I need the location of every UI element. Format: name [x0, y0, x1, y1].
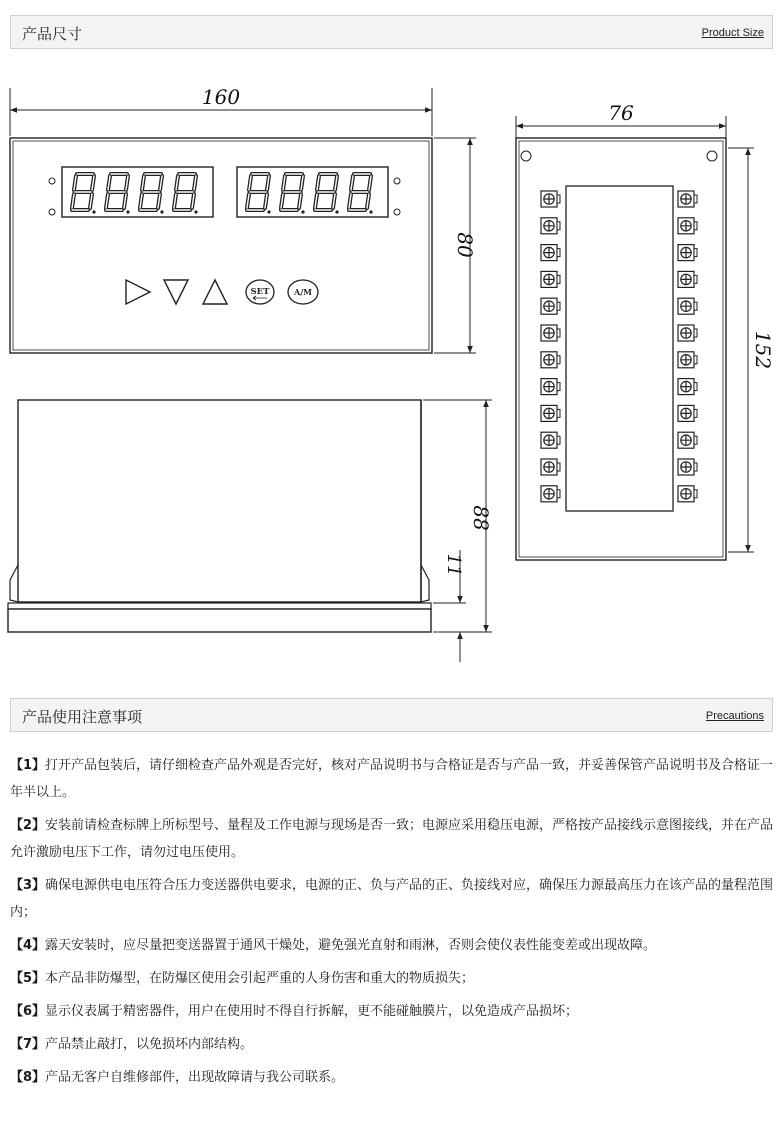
- dimension-depth-total: 88: [469, 505, 493, 531]
- item-text: 确保电源供电电压符合压力变送器供电要求，电源的正、负与产品的正、负接线对应，确保压力源最高压力在该产品的量程范围内；: [10, 878, 774, 920]
- list-item: [10, 872, 775, 926]
- item-index: 【7】: [10, 1037, 46, 1052]
- section-title: 产品使用注意事项: [22, 708, 143, 726]
- list-item: [10, 998, 775, 1025]
- section-title: 产品尺寸: [22, 25, 83, 43]
- precautions-link[interactable]: Precautions: [705, 710, 764, 722]
- front-view: [10, 85, 477, 353]
- terminal-screw: [541, 432, 560, 448]
- display-right: [237, 167, 388, 217]
- terminal-screw: [678, 325, 697, 341]
- terminal-screw: [678, 352, 697, 368]
- terminal-screw: [541, 325, 560, 341]
- am-key: [288, 280, 318, 304]
- list-item: [10, 752, 775, 806]
- terminal-screw: [541, 245, 560, 261]
- terminal-screw: [678, 459, 697, 475]
- item-text: 打开产品包装后，请仔细检查产品外观是否完好，核对产品说明书与合格证是否与产品一致，并妥善保管产品说明书及合格证一年半以上。: [10, 758, 774, 800]
- terminal-screw: [678, 405, 697, 421]
- terminal-screw: [541, 486, 560, 502]
- set-key: [246, 280, 274, 304]
- terminal-screw: [678, 191, 697, 207]
- terminal-screw: [678, 298, 697, 314]
- dimension-depth-bezel: 11: [443, 553, 464, 577]
- terminal-screw: [541, 379, 560, 395]
- side-view: [8, 400, 493, 662]
- product-size-link[interactable]: Product Size: [701, 27, 764, 39]
- rear-view: [516, 101, 775, 560]
- terminal-screw: [678, 271, 697, 287]
- dimension-rear-height: 152: [751, 330, 775, 370]
- list-item: [10, 1064, 775, 1091]
- dimension-front-width: 160: [201, 85, 241, 109]
- terminal-screw: [678, 379, 697, 395]
- set-key-label: SET: [250, 287, 270, 297]
- item-text: 显示仪表属于精密器件，用户在使用时不得自行拆解，更不能碰触膜片，以免造成产品损坏；: [45, 1004, 579, 1019]
- terminal-screw: [678, 218, 697, 234]
- item-index: 【8】: [10, 1070, 46, 1085]
- section-header-precautions: [10, 698, 773, 732]
- terminal-screw: [541, 459, 560, 475]
- precautions-list: [10, 752, 775, 1097]
- terminal-screw: [541, 191, 560, 207]
- list-item: [10, 965, 775, 992]
- dimension-rear-width: 76: [608, 101, 634, 125]
- terminal-screw: [541, 352, 560, 368]
- terminal-screw: [678, 432, 697, 448]
- dimension-front-height: 80: [453, 232, 477, 258]
- list-item: [10, 1031, 775, 1058]
- item-text: 露天安装时，应尽量把变送器置于通风干燥处，避免强光直射和雨淋，否则会使仪表性能变差或出现故障。: [45, 938, 657, 953]
- item-text: 本产品非防爆型，在防爆区使用会引起严重的人身伤害和重大的物质损失；: [45, 971, 475, 986]
- item-text: 安装前请检查标牌上所标型号、量程及工作电源与现场是否一致；电源应采用稳压电源，严格按产品接线示意图接线，并在产品允许激励电压下工作，请勿过电压使用。: [10, 818, 774, 860]
- terminal-screw: [541, 405, 560, 421]
- item-index: 【4】: [10, 938, 46, 953]
- dimension-drawing: [0, 60, 780, 680]
- am-key-label: A/M: [294, 287, 312, 297]
- item-index: 【1】: [10, 758, 46, 773]
- item-index: 【3】: [10, 878, 46, 893]
- section-header-product-size: [10, 15, 773, 49]
- item-index: 【6】: [10, 1004, 46, 1019]
- terminal-screw: [678, 486, 697, 502]
- display-left: [62, 167, 213, 217]
- list-item: [10, 812, 775, 866]
- item-text: 产品无客户自维修部件，出现故障请与我公司联系。: [45, 1070, 345, 1085]
- terminal-screw: [541, 298, 560, 314]
- terminal-screw: [678, 245, 697, 261]
- item-index: 【5】: [10, 971, 46, 986]
- terminal-screw: [541, 218, 560, 234]
- item-index: 【2】: [10, 818, 46, 833]
- terminal-screw: [541, 271, 560, 287]
- list-item: [10, 932, 775, 959]
- item-text: 产品禁止敲打，以免损坏内部结构。: [45, 1037, 254, 1052]
